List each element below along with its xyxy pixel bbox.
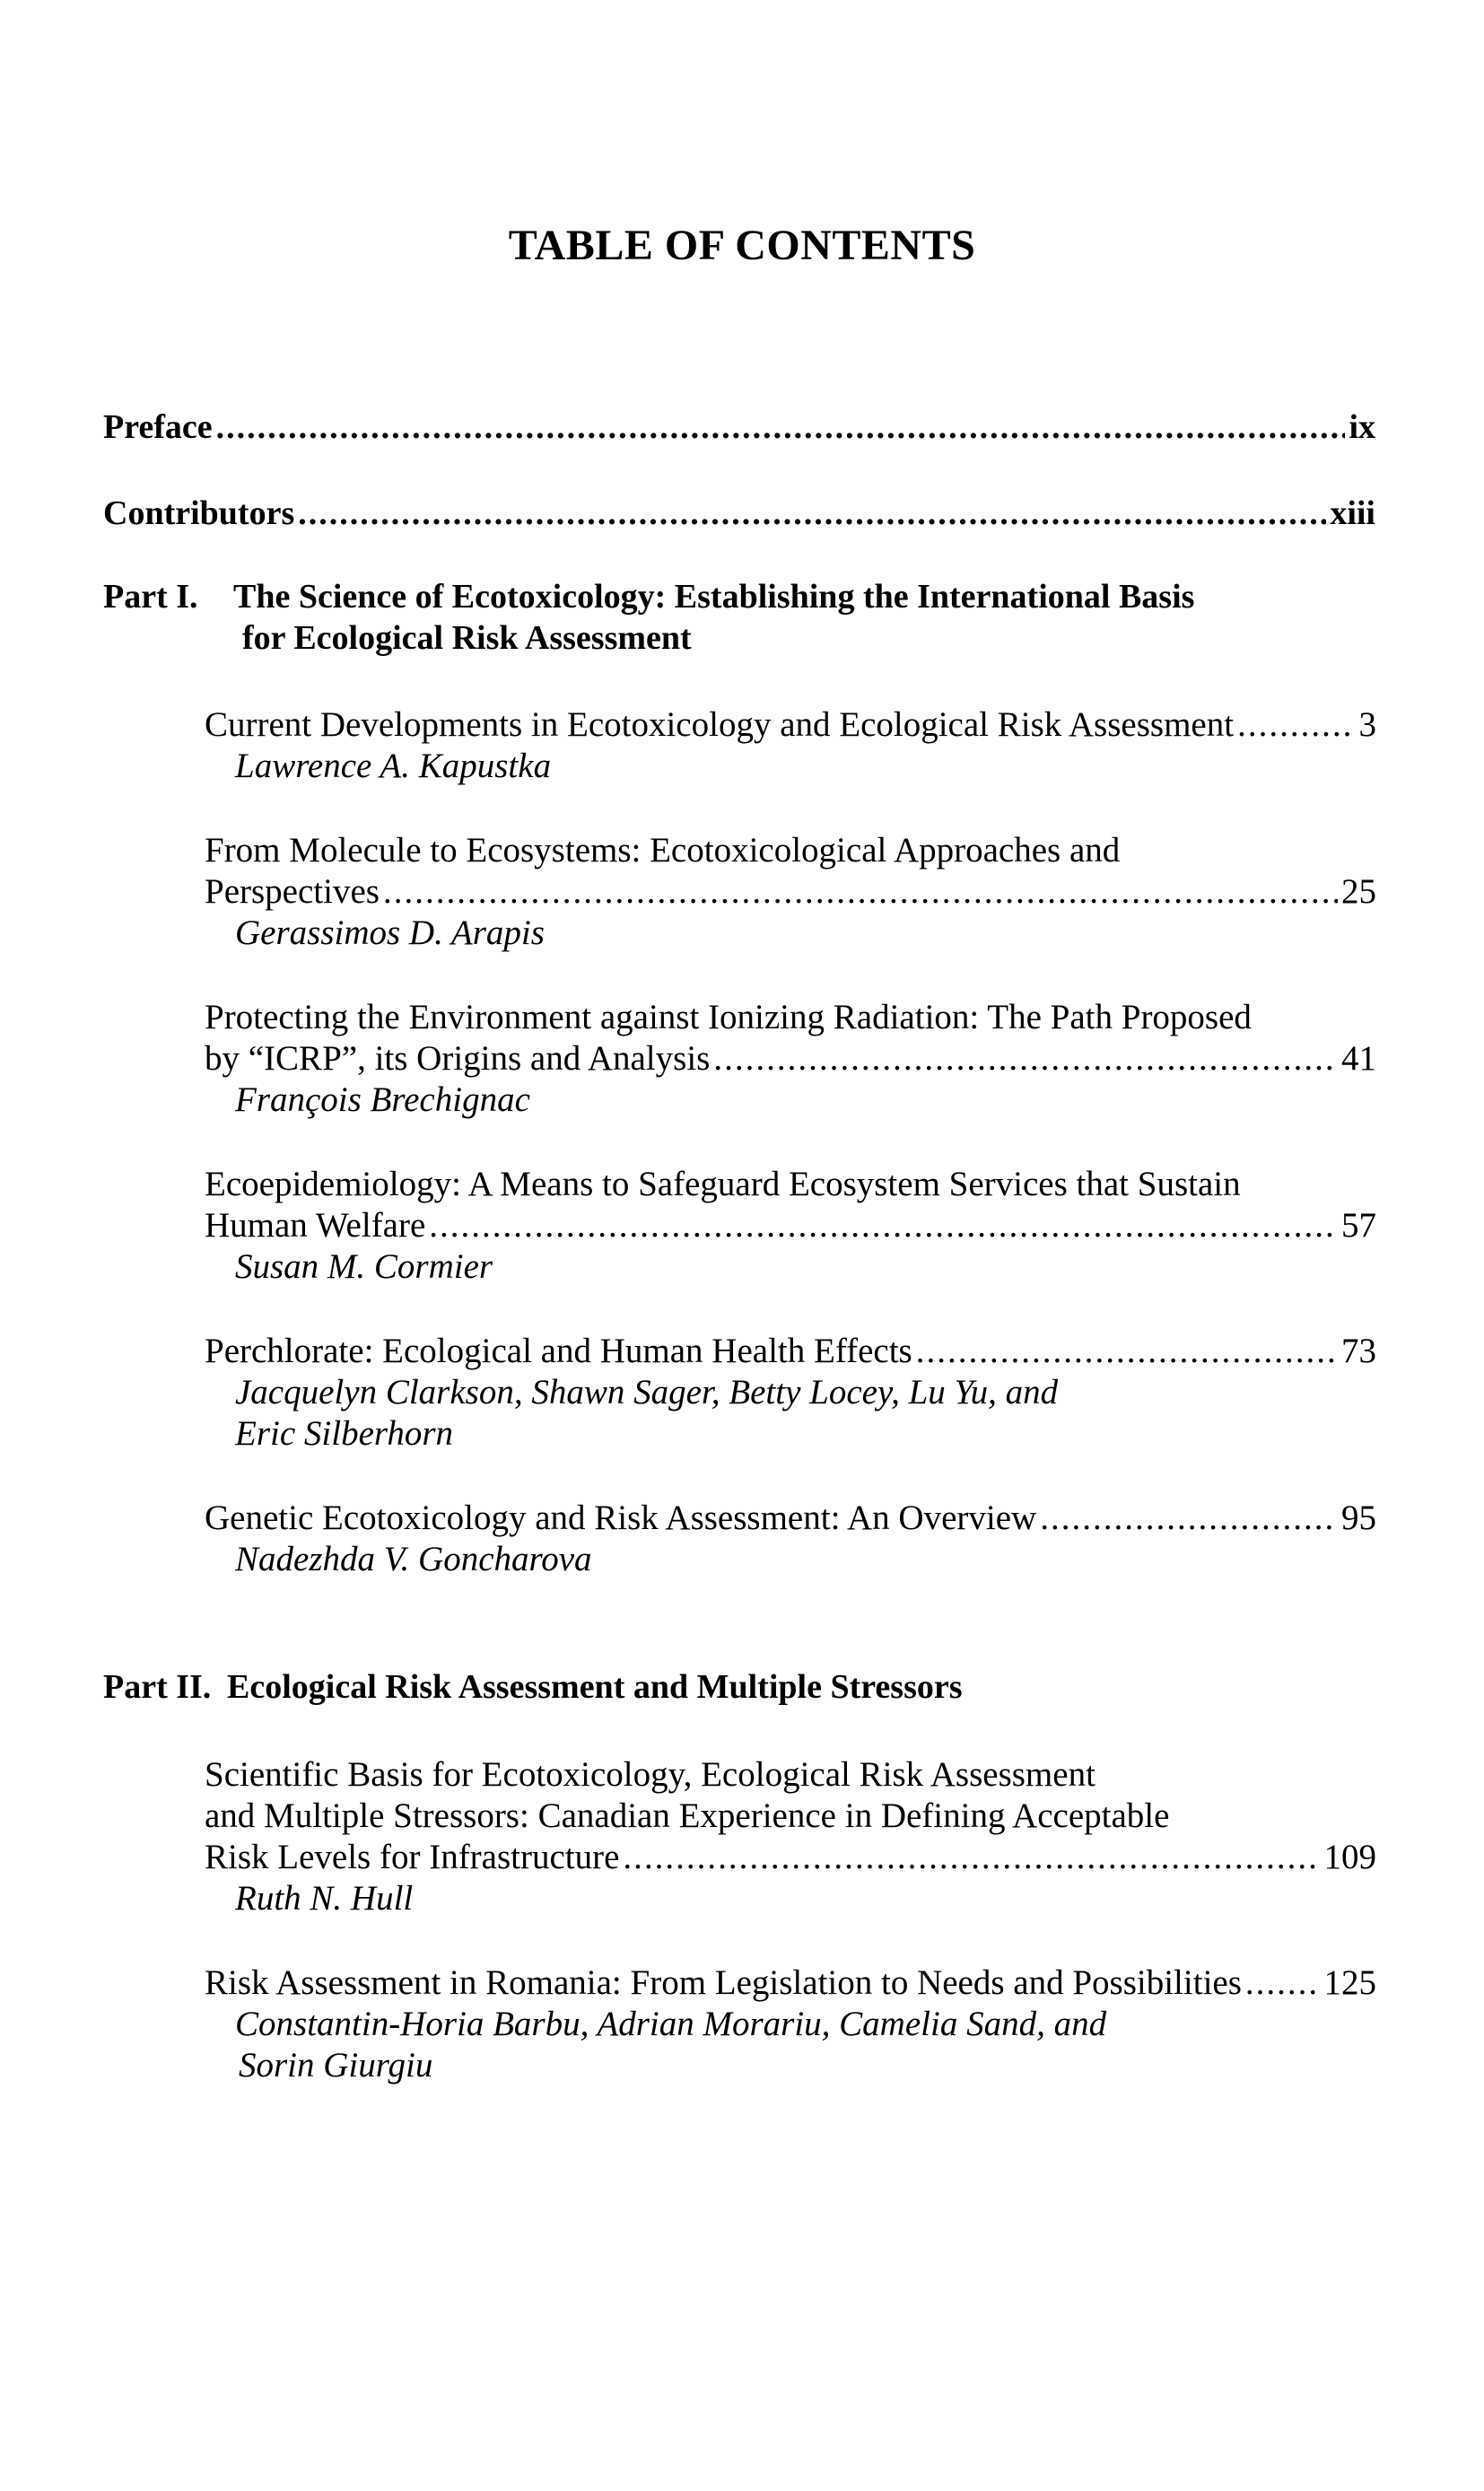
- entry-title: Risk Levels for Infrastructure: [205, 1838, 620, 1876]
- toc-entry-chapter[interactable]: [205, 1205, 1376, 1246]
- entry-title-line: Ecoepidemiology: A Means to Safeguard Ecosystem Services that Sustain: [205, 1165, 1241, 1203]
- toc-entry-chapter[interactable]: [205, 1962, 1376, 2004]
- chapter-author: Nadezhda V. Goncharova: [235, 1540, 592, 1578]
- toc-entry-chapter[interactable]: [205, 1331, 1376, 1372]
- entry-title-line: Protecting the Environment against Ionizing Radiation: The Path Proposed: [205, 998, 1252, 1036]
- toc-entry-chapter[interactable]: [205, 1837, 1376, 1878]
- chapter-author: Constantin-Horia Barbu, Adrian Morariu, Camelia Sand, and: [235, 2005, 1107, 2043]
- chapter-author: Lawrence A. Kapustka: [235, 747, 552, 785]
- part-1-title-line-2: for Ecological Risk Assessment: [242, 619, 692, 657]
- chapter-author: Gerassimos D. Arapis: [235, 913, 545, 952]
- entry-title-line: From Molecule to Ecosystems: Ecotoxicological Approaches and: [205, 831, 1121, 870]
- toc-entry-chapter[interactable]: [205, 1038, 1376, 1079]
- entry-title: Human Welfare: [205, 1206, 426, 1245]
- leader-dots: [1040, 1498, 1338, 1539]
- page-number: 73: [1341, 1332, 1376, 1370]
- chapter-author: Susan M. Cormier: [235, 1247, 493, 1286]
- toc-entry-chapter[interactable]: [205, 1498, 1376, 1539]
- entry-title: Perchlorate: Ecological and Human Health Effects: [205, 1332, 912, 1370]
- part-2-label: Part II.: [103, 1668, 212, 1706]
- entry-title: Preface: [103, 408, 213, 446]
- part-1-title-line-1: The Science of Ecotoxicology: Establishing the International Basis: [233, 578, 1195, 616]
- page-title: TABLE OF CONTENTS: [508, 222, 976, 269]
- page-number: 3: [1358, 705, 1376, 744]
- page-number: 41: [1341, 1039, 1376, 1078]
- entry-title-line: Scientific Basis for Ecotoxicology, Ecological Risk Assessment: [205, 1755, 1096, 1794]
- entry-title: Risk Assessment in Romania: From Legislation to Needs and Possibilities: [205, 1963, 1242, 2002]
- toc-entry-preface[interactable]: [103, 406, 1375, 448]
- chapter-author: Jacquelyn Clarkson, Shawn Sager, Betty Locey, Lu Yu, and: [235, 1373, 1059, 1412]
- leader-dots: [216, 406, 1346, 448]
- leader-dots: [383, 871, 1338, 913]
- entry-title: Current Developments in Ecotoxicology and Ecological Risk Assessment: [205, 705, 1235, 744]
- page-number: 125: [1323, 1963, 1376, 2002]
- toc-entry-chapter[interactable]: [205, 871, 1376, 913]
- leader-dots: [298, 493, 1326, 534]
- leader-dots: [713, 1038, 1338, 1079]
- entry-title: Genetic Ecotoxicology and Risk Assessment: An Overview: [205, 1499, 1037, 1537]
- leader-dots: [429, 1205, 1338, 1246]
- toc-entry-chapter[interactable]: [205, 704, 1376, 746]
- part-1-label: Part I.: [103, 578, 198, 616]
- chapter-author: Sorin Giurgiu: [239, 2046, 433, 2085]
- page-number: 109: [1323, 1838, 1376, 1876]
- chapter-author: Ruth N. Hull: [235, 1879, 414, 1918]
- leader-dots: [1245, 1962, 1321, 2004]
- entry-title: Perspectives: [205, 872, 380, 911]
- part-2-title: Ecological Risk Assessment and Multiple Stressors: [227, 1668, 963, 1706]
- entry-title-line: and Multiple Stressors: Canadian Experience in Defining Acceptable: [205, 1796, 1170, 1835]
- page-number: xiii: [1330, 494, 1375, 532]
- page-number: 95: [1341, 1499, 1376, 1537]
- entry-title: Contributors: [103, 494, 295, 532]
- page-number: 25: [1341, 872, 1376, 911]
- leader-dots: [916, 1331, 1338, 1372]
- page-number: 57: [1341, 1206, 1376, 1245]
- toc-entry-contributors[interactable]: [103, 493, 1375, 534]
- leader-dots: [623, 1837, 1320, 1878]
- entry-title: by “ICRP”, its Origins and Analysis: [205, 1039, 711, 1078]
- leader-dots: [1237, 704, 1355, 746]
- chapter-author: Eric Silberhorn: [235, 1414, 454, 1453]
- page-number: ix: [1349, 408, 1375, 446]
- chapter-author: François Brechignac: [235, 1080, 530, 1119]
